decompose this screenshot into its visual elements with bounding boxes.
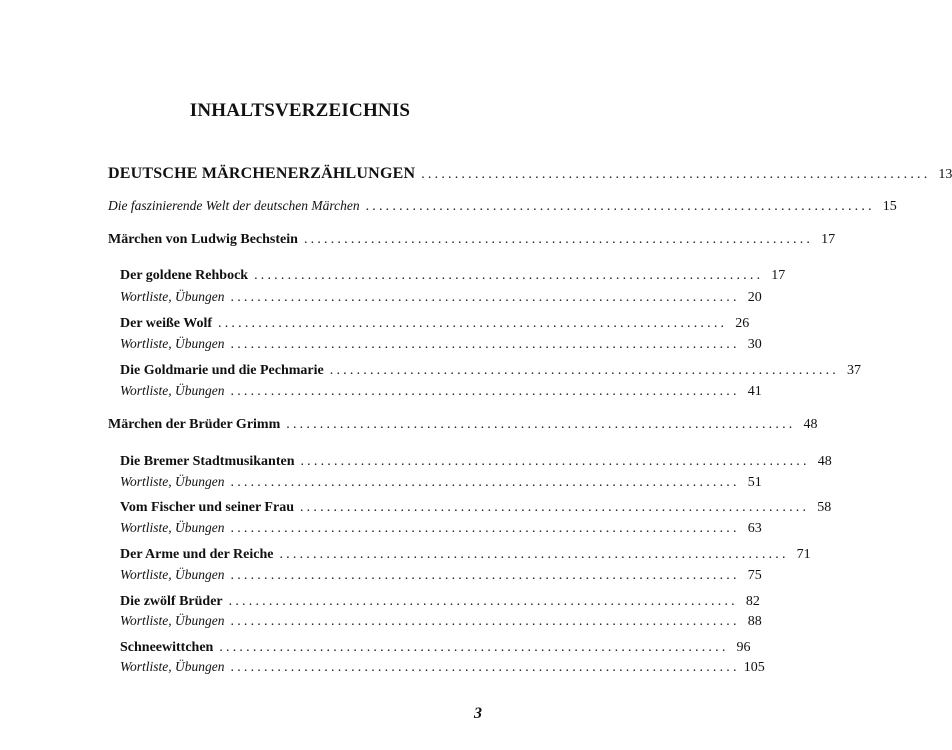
toc-page-number: 37 <box>846 363 861 378</box>
toc-page-number: 20 <box>747 290 762 305</box>
toc-page-number: 30 <box>747 337 762 352</box>
toc-page-number: 48 <box>817 454 832 469</box>
toc-sub-entry[interactable] <box>120 472 762 492</box>
toc-sub-entry[interactable] <box>120 611 762 631</box>
toc-story-entry[interactable] <box>120 314 750 334</box>
page-number: 3 <box>474 705 482 722</box>
dot-leader: ............................................................................ <box>230 290 740 305</box>
toc-sub-entry[interactable] <box>120 381 762 401</box>
dot-leader: ............................................................................ <box>228 594 738 609</box>
dot-leader: ............................................................................ <box>230 614 740 629</box>
dot-leader: ............................................................................ <box>230 337 740 352</box>
toc-sub-label: Wortliste, Übungen <box>120 383 225 398</box>
toc-story-entry[interactable] <box>120 638 751 658</box>
toc-page-number: 96 <box>736 640 751 655</box>
toc-sub-entry[interactable] <box>120 287 762 307</box>
toc-part-label: DEUTSCHE MÄRCHENERZÄHLUNGEN <box>108 165 416 182</box>
toc-sub-label: Wortliste, Übungen <box>120 567 225 582</box>
toc-part-entry[interactable] <box>108 164 952 184</box>
dot-leader: ............................................................................ <box>254 268 764 283</box>
dot-leader: ............................................................................ <box>230 475 740 490</box>
toc-story-entry[interactable] <box>120 545 811 565</box>
dot-leader: ............................................................................ <box>230 384 740 399</box>
toc-story-title: Vom Fischer und seiner Frau <box>120 500 294 515</box>
toc-story-title: Der weiße Wolf <box>120 316 213 331</box>
toc-page-number: 63 <box>747 521 762 536</box>
toc-story-title: Die Goldmarie und die Pechmarie <box>120 363 324 378</box>
toc-page-number: 88 <box>747 614 762 629</box>
dot-leader: ............................................................................ <box>219 640 729 655</box>
toc-sub-label: Wortliste, Übungen <box>120 336 225 351</box>
dot-leader: ............................................................................ <box>230 568 740 583</box>
toc-sub-entry[interactable] <box>120 657 765 677</box>
dot-leader: ............................................................................ <box>329 363 839 378</box>
dot-leader: ............................................................................ <box>286 417 796 432</box>
toc-page-number: 13 <box>938 167 952 182</box>
dot-leader: ............................................................................ <box>303 232 814 247</box>
toc-page-number: 105 <box>743 660 765 675</box>
toc-sub-entry[interactable] <box>120 334 762 354</box>
dot-leader: ............................................................................ <box>230 521 740 536</box>
dot-leader: ............................................................................ <box>218 316 728 331</box>
toc-story-entry[interactable] <box>120 452 832 472</box>
dot-leader: ............................................................................ <box>230 660 740 675</box>
dot-leader: ............................................................................ <box>279 547 789 562</box>
toc-section-label: Märchen der Brüder Grimm <box>108 417 281 432</box>
toc-sub-label: Wortliste, Übungen <box>120 520 225 535</box>
toc-section-grimm[interactable] <box>108 415 818 435</box>
toc-story-title: Schneewittchen <box>120 640 214 655</box>
dot-leader: ............................................................................ <box>421 167 931 182</box>
toc-sub-entry[interactable] <box>120 518 762 538</box>
toc-story-title: Der Arme und der Reiche <box>120 547 274 562</box>
toc-story-title: Die zwölf Brüder <box>120 594 223 609</box>
toc-sub-label: Wortliste, Übungen <box>120 289 225 304</box>
toc-page-number: 51 <box>747 475 762 490</box>
dot-leader: ............................................................................ <box>300 454 810 469</box>
toc-page-number: 17 <box>821 232 836 247</box>
toc-page-number: 26 <box>735 316 750 331</box>
toc-page-number: 15 <box>882 199 897 214</box>
dot-leader: ............................................................................ <box>365 199 875 214</box>
page-title: INHALTSVERZEICHNIS <box>189 100 411 121</box>
toc-sub-label: Wortliste, Übungen <box>120 659 225 674</box>
toc-page-number: 48 <box>803 417 818 432</box>
toc-section-bechstein[interactable] <box>108 230 836 250</box>
toc-page-number: 71 <box>796 547 811 562</box>
toc-page-number: 41 <box>747 384 762 399</box>
toc-page-number: 58 <box>817 500 832 515</box>
toc-story-title: Der goldene Rehbock <box>120 268 249 283</box>
toc-intro-entry[interactable] <box>108 196 897 216</box>
toc-intro-label: Die faszinierende Welt der deutschen Märchen <box>108 198 360 213</box>
toc-story-entry[interactable] <box>120 498 832 518</box>
toc-page-number: 75 <box>747 568 762 583</box>
toc-sub-label: Wortliste, Übungen <box>120 613 225 628</box>
dot-leader: ............................................................................ <box>299 500 810 515</box>
toc-story-entry[interactable] <box>120 592 760 612</box>
toc-sub-label: Wortliste, Übungen <box>120 474 225 489</box>
toc-story-title: Die Bremer Stadtmusikanten <box>120 454 295 469</box>
toc-sub-entry[interactable] <box>120 565 762 585</box>
toc-page-number: 17 <box>771 268 786 283</box>
toc-story-entry[interactable] <box>120 266 786 286</box>
toc-page-number: 82 <box>745 594 760 609</box>
toc-section-label: Märchen von Ludwig Bechstein <box>108 232 298 247</box>
toc-story-entry[interactable] <box>120 361 861 381</box>
